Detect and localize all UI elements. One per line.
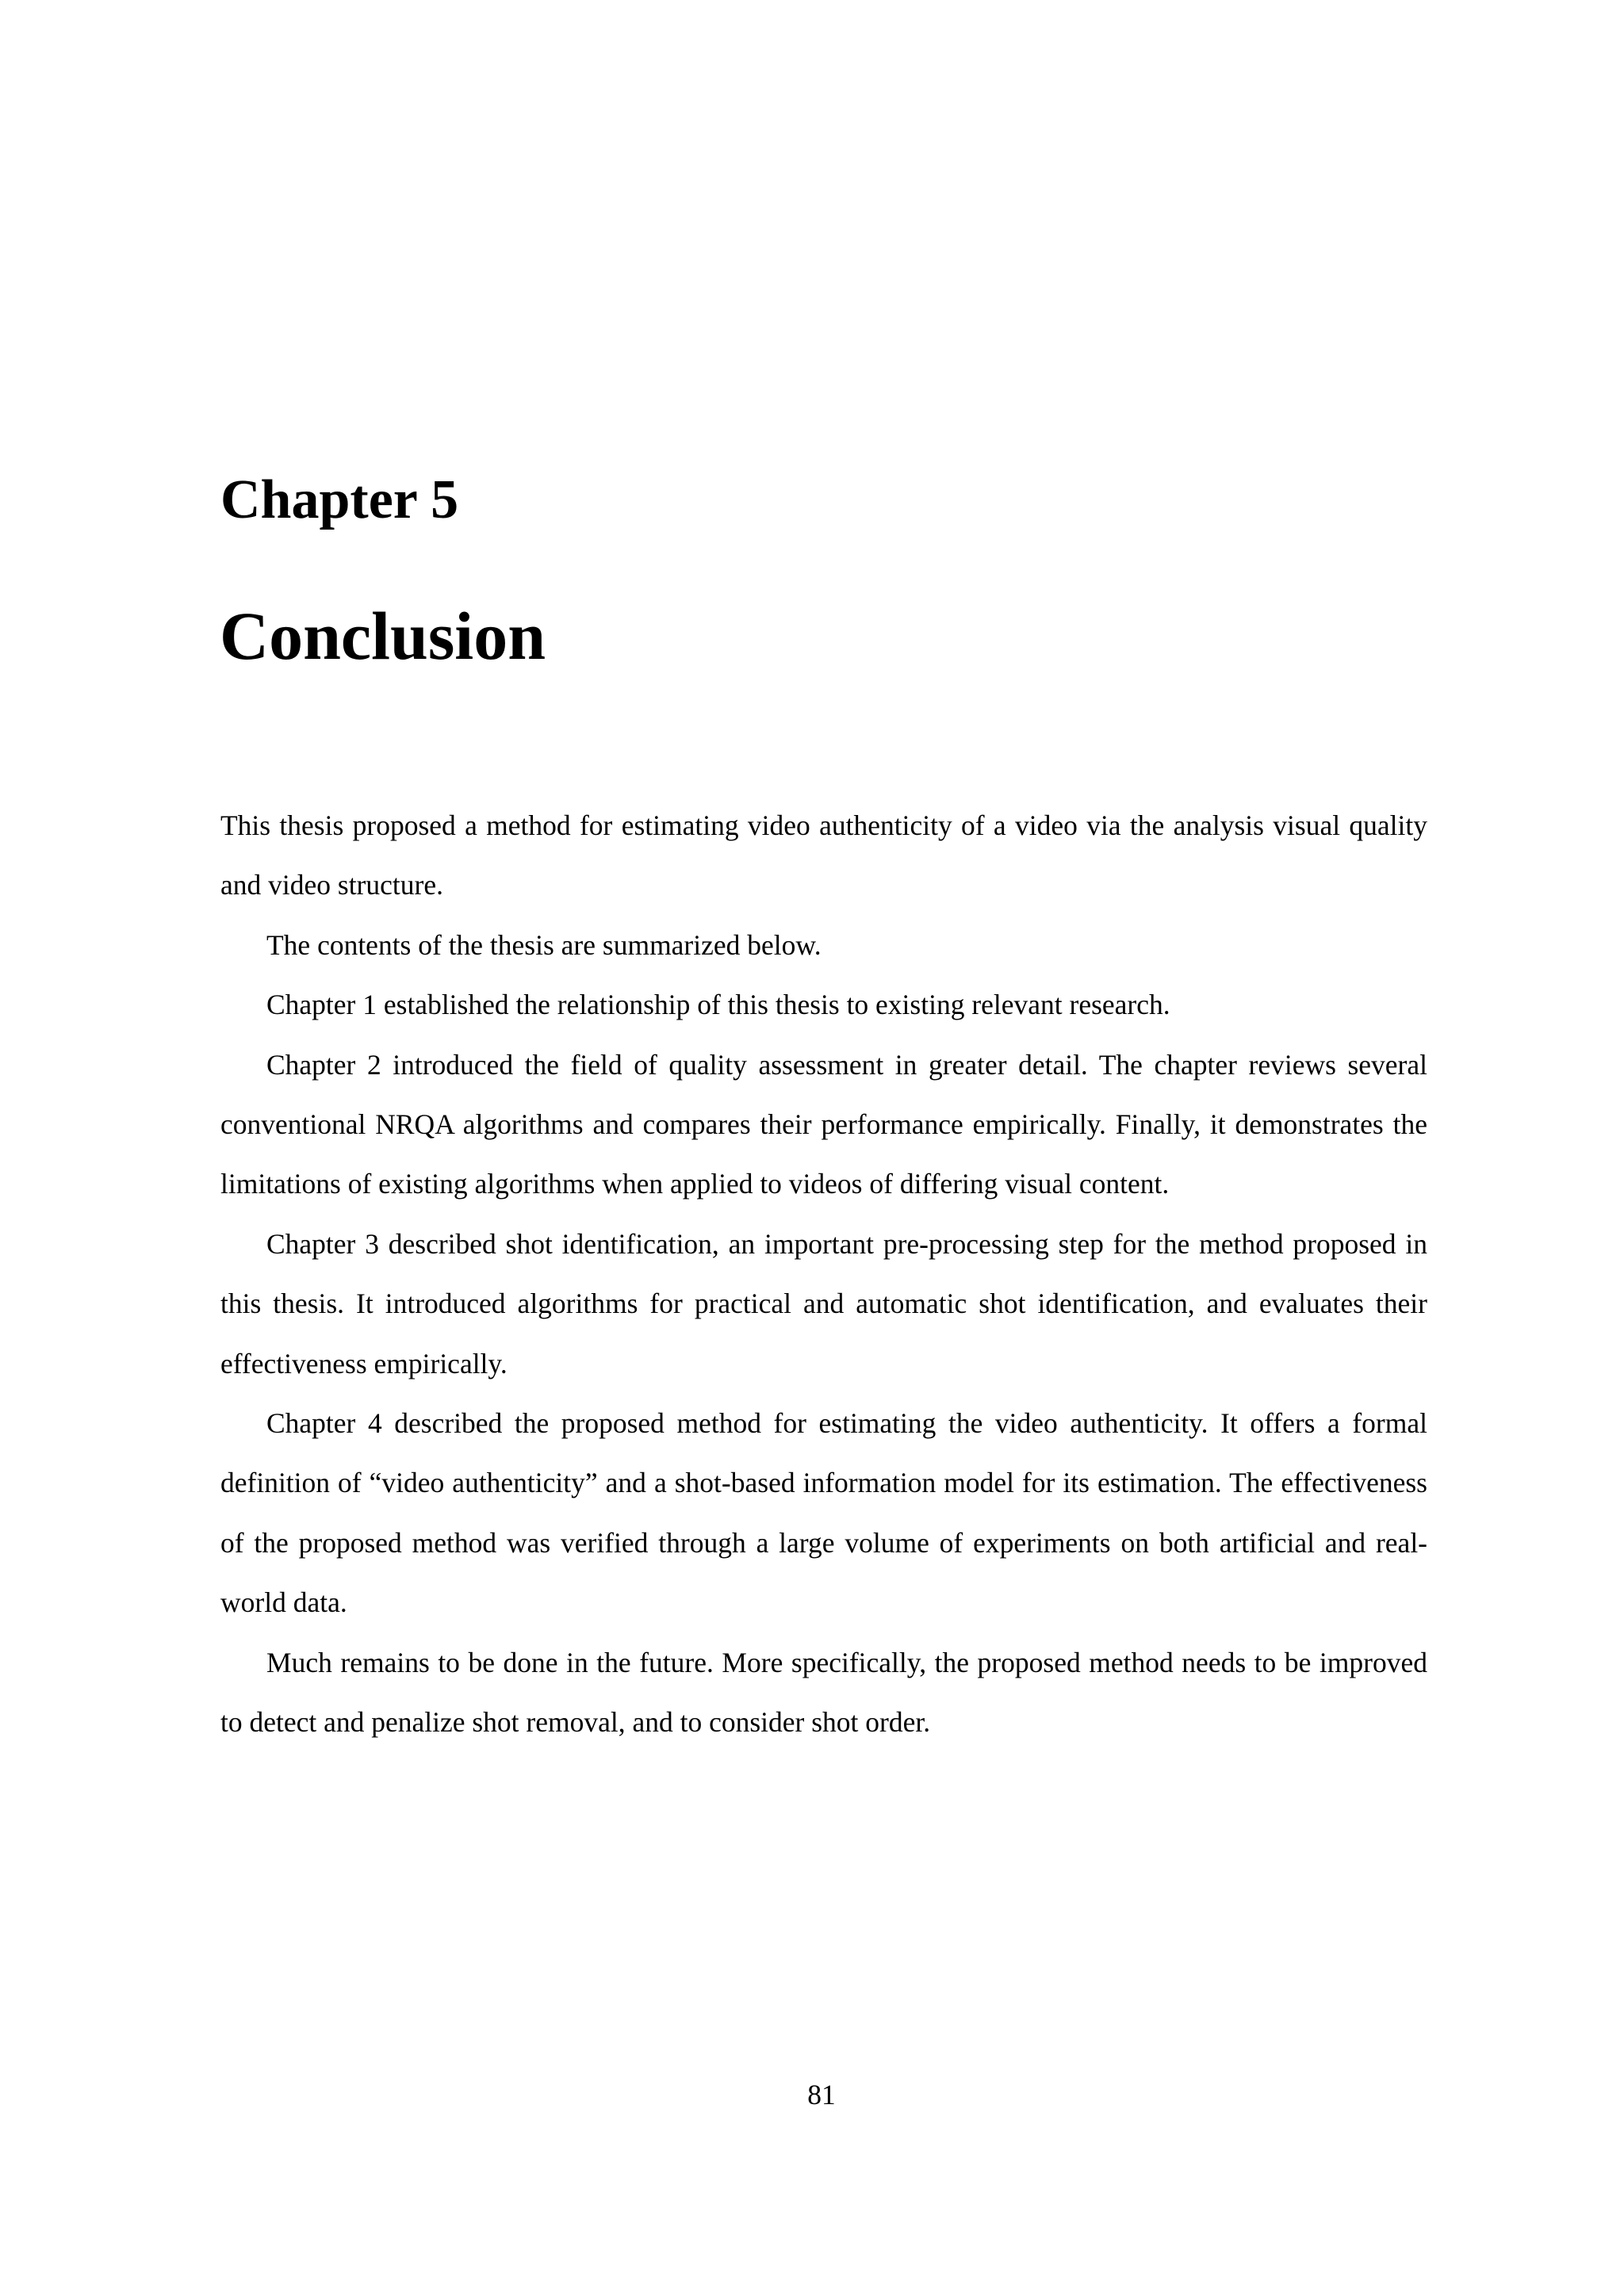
chapter-label: Chapter 5 <box>220 469 459 530</box>
body-paragraph: Chapter 1 established the relationship of this thesis to existing relevant research. <box>266 989 1170 1021</box>
chapter-title: Conclusion <box>220 598 546 674</box>
body-paragraph: Much remains to be done in the future. More specifically, the proposed method needs to be improved to detect and penalize shot removal, and to consider shot order. <box>220 1646 1427 1739</box>
body-paragraph: Chapter 3 described shot identification, an important pre-processing step for the method proposed in this thesis. It introduced algorithms for practical and automatic shot identification, and evaluates their effectiveness empirically. <box>220 1227 1427 1380</box>
chapter-body <box>220 796 1427 1753</box>
body-paragraph: Chapter 4 described the proposed method for estimating the video authenticity. It offers a formal definition of “video authenticity” and a shot-based information model for its estimation. The effectiveness of the proposed method was verified through a large volume of experiments on both artificial and real-world data. <box>220 1407 1427 1619</box>
page-number: 81 <box>807 2079 836 2110</box>
body-paragraph: The contents of the thesis are summarized below. <box>266 928 822 961</box>
body-paragraph: This thesis proposed a method for estimating video authenticity of a video via the analysis visual quality and video structure. <box>220 809 1427 901</box>
body-paragraph: Chapter 2 introduced the field of quality assessment in greater detail. The chapter reviews several conventional NRQA algorithms and compares their performance empirically. Finally, it demonstrates the limitations of existing algorithms when applied to videos of differing visual content. <box>220 1048 1427 1200</box>
